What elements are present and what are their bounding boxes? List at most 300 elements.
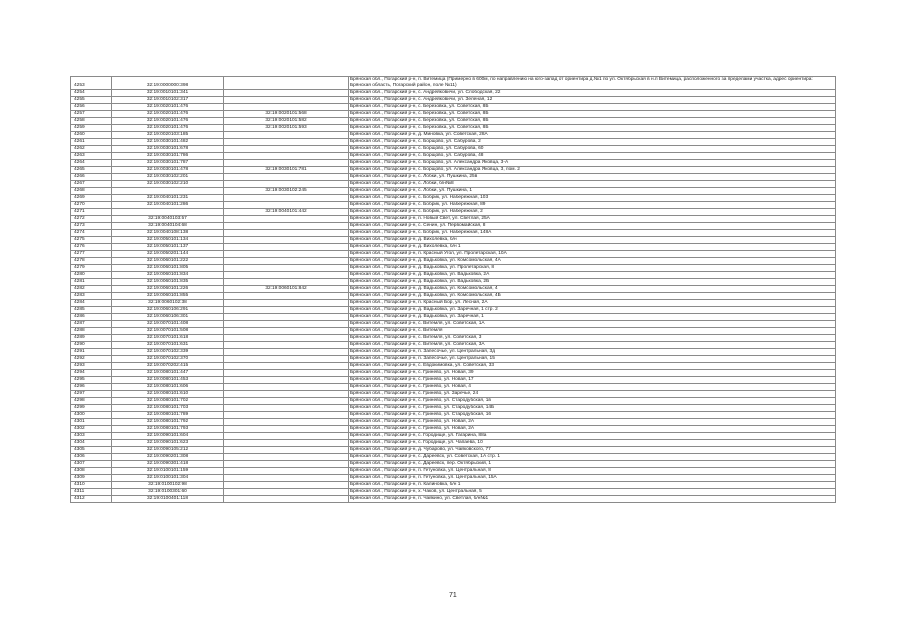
row-number-cell: 4282 xyxy=(71,286,112,293)
table-row xyxy=(71,188,836,195)
address-cell: Брянская обл., Погарский р-н, с. Гринево, ул. Заречье, 24 xyxy=(349,391,836,398)
related-cadastral-number-cell xyxy=(224,433,349,440)
table-row xyxy=(71,153,836,160)
row-number-cell: 4287 xyxy=(71,321,112,328)
related-cadastral-number-cell xyxy=(224,482,349,489)
table-row xyxy=(71,77,836,90)
address-cell: Брянская обл., Погарский р-н, с. Лобки, ул. Пушкина, 25в xyxy=(349,174,836,181)
related-cadastral-number-cell xyxy=(224,370,349,377)
related-cadastral-number-cell xyxy=(224,244,349,251)
table-row xyxy=(71,202,836,209)
table-row xyxy=(71,90,836,97)
cadastral-number-cell: 32:19:0070101:408 xyxy=(112,321,224,328)
table-row xyxy=(71,251,836,258)
related-cadastral-number-cell xyxy=(224,454,349,461)
table-row xyxy=(71,132,836,139)
row-number-cell: 4291 xyxy=(71,349,112,356)
cadastral-number-cell: 32:19:0060101:222 xyxy=(112,258,224,265)
related-cadastral-number-cell xyxy=(224,412,349,419)
cadastral-number-cell: 32:19:0020101:476 xyxy=(112,118,224,125)
row-number-cell: 4253 xyxy=(71,77,112,90)
related-cadastral-number-cell: 32:19:0030101:781 xyxy=(224,167,349,174)
table-row xyxy=(71,377,836,384)
row-number-cell: 4311 xyxy=(71,489,112,496)
cadastral-number-cell: 32:19:0090201:308 xyxy=(112,454,224,461)
related-cadastral-number-cell xyxy=(224,356,349,363)
cadastral-number-cell: 32:19:0030101:787 xyxy=(112,160,224,167)
cadastral-number-cell: 32:19:0100101:304 xyxy=(112,475,224,482)
table-row xyxy=(71,496,836,503)
row-number-cell: 4262 xyxy=(71,146,112,153)
row-number-cell: 4304 xyxy=(71,440,112,447)
related-cadastral-number-cell xyxy=(224,230,349,237)
address-cell: Брянская обл., Погарский р-н, п. Запесочье, ул. Центральная, 3д xyxy=(349,349,836,356)
table-row xyxy=(71,370,836,377)
address-cell: Брянская обл., Погарский р-н, п. Чайкино, ул. Светлая, б/н№1 xyxy=(349,496,836,503)
table-row xyxy=(71,447,836,454)
related-cadastral-number-cell xyxy=(224,405,349,412)
row-number-cell: 4312 xyxy=(71,496,112,503)
address-cell: Брянская обл., Погарский р-н, с. Бобрик, ул. Набережная, 2 xyxy=(349,209,836,216)
related-cadastral-number-cell xyxy=(224,104,349,111)
address-cell: Брянская обл., Погарский р-н, д. Вихолевка, б/н 1 xyxy=(349,244,836,251)
related-cadastral-number-cell xyxy=(224,293,349,300)
related-cadastral-number-cell xyxy=(224,307,349,314)
address-cell: Брянская обл., Погарский р-н, с. Борщово, ул. Сабурова, 2 xyxy=(349,139,836,146)
cadastral-number-cell: 32:19:0080101:447 xyxy=(112,370,224,377)
row-number-cell: 4255 xyxy=(71,97,112,104)
cadastral-number-cell: 32:19:0080101:606 xyxy=(112,384,224,391)
table-row xyxy=(71,223,836,230)
table-row xyxy=(71,265,836,272)
row-number-cell: 4290 xyxy=(71,342,112,349)
row-number-cell: 4285 xyxy=(71,307,112,314)
related-cadastral-number-cell xyxy=(224,146,349,153)
address-cell: Брянская обл., Погарский р-н, с. Андрейковичи, ул. Зеленая, 12 xyxy=(349,97,836,104)
table-row xyxy=(71,111,836,118)
cadastral-number-cell: 32:19:0100102:98 xyxy=(112,482,224,489)
table-row xyxy=(71,433,836,440)
related-cadastral-number-cell xyxy=(224,426,349,433)
row-number-cell: 4264 xyxy=(71,160,112,167)
address-cell: Брянская обл., Погарский р-н, с. Андрейковичи, ул. Слободская, 22 xyxy=(349,90,836,97)
table-row xyxy=(71,321,836,328)
table-row xyxy=(71,258,836,265)
related-cadastral-number-cell xyxy=(224,489,349,496)
table-row xyxy=(71,461,836,468)
address-cell: Брянская обл., Погарский р-н, с. Бобрик, ул. Набережная, 103 xyxy=(349,195,836,202)
row-number-cell: 4257 xyxy=(71,111,112,118)
address-cell: Брянская обл., Погарский р-н, с. Дареевск, ул. Советская, 1А стр. 1 xyxy=(349,454,836,461)
row-number-cell: 4303 xyxy=(71,433,112,440)
row-number-cell: 4298 xyxy=(71,398,112,405)
row-number-cell: 4256 xyxy=(71,104,112,111)
related-cadastral-number-cell xyxy=(224,468,349,475)
related-cadastral-number-cell xyxy=(224,132,349,139)
row-number-cell: 4254 xyxy=(71,90,112,97)
address-cell: Брянская обл., Погарский р-н, с. Гринево, ул. Стародубская, 16 xyxy=(349,412,836,419)
table-row xyxy=(71,468,836,475)
address-cell: Брянская обл., Погарский р-н, с. Дареевск, пер. Октябрьский, 1 xyxy=(349,461,836,468)
related-cadastral-number-cell xyxy=(224,139,349,146)
cadastral-number-cell: 32:19:0040104:68 xyxy=(112,223,224,230)
related-cadastral-number-cell xyxy=(224,475,349,482)
address-cell: Брянская обл., Погарский р-н, п. Витемица (Примерно в 600м, по направлению на юго-запад от ориентира д.№1 по ул. Октябрьская в н.п Витемица, расположенного за пределами участка, адрес ориентира: Брянская область, Погарский район, поле №11) xyxy=(349,77,836,90)
cadastral-number-cell: 32:19:0100101:159 xyxy=(112,468,224,475)
table-row xyxy=(71,167,836,174)
address-cell: Брянская обл., Погарский р-н, с. Витемля, ул. Советская, 1А xyxy=(349,321,836,328)
row-number-cell: 4277 xyxy=(71,251,112,258)
row-number-cell: 4300 xyxy=(71,412,112,419)
cadastral-number-cell: 32:19:0040103:57 xyxy=(112,216,224,223)
table-row xyxy=(71,454,836,461)
address-cell: Брянская обл., Погарский р-н, д. Вадьковка, ул. Комсомольская, 4А xyxy=(349,258,836,265)
cadastral-number-cell: 32:19:0030102:210 xyxy=(112,181,224,188)
cadastral-number-cell: 32:19:0050201:144 xyxy=(112,251,224,258)
address-cell: Брянская обл., Погарский р-н, с. Березовка, ул. Советская, 8Б xyxy=(349,118,836,125)
related-cadastral-number-cell xyxy=(224,342,349,349)
address-cell: Брянская обл., Погарский р-н, с. Гринево, ул. Новая, 2А xyxy=(349,419,836,426)
address-cell: Брянская обл., Погарский р-н, с. Витемля xyxy=(349,328,836,335)
address-cell: Брянская обл., Погарский р-н, с. Борщово, ул. Александра Яковца, 3-А xyxy=(349,160,836,167)
address-cell: Брянская обл., Погарский р-н, п. Гетуновка, ул. Центральная, 8 xyxy=(349,468,836,475)
table-row xyxy=(71,482,836,489)
row-number-cell: 4293 xyxy=(71,363,112,370)
table-row xyxy=(71,440,836,447)
related-cadastral-number-cell xyxy=(224,447,349,454)
cadastral-number-cell xyxy=(112,209,224,216)
related-cadastral-number-cell xyxy=(224,181,349,188)
table-row xyxy=(71,279,836,286)
cadastral-number-cell: 32:19:0080101:610 xyxy=(112,391,224,398)
row-number-cell: 4272 xyxy=(71,216,112,223)
row-number-cell: 4284 xyxy=(71,300,112,307)
table-row xyxy=(71,307,836,314)
row-number-cell: 4265 xyxy=(71,167,112,174)
table-row xyxy=(71,160,836,167)
address-cell: Брянская обл., Погарский р-н, с. Городище, ул. Гагарина, 88а xyxy=(349,433,836,440)
related-cadastral-number-cell xyxy=(224,258,349,265)
address-cell: Брянская обл., Погарский р-н, с. Сенин, ул. Первомайская, 8 xyxy=(349,223,836,230)
table-row xyxy=(71,244,836,251)
address-cell: Брянская обл., Погарский р-н, с. Витемля, ул. Советская, 3А xyxy=(349,342,836,349)
row-number-cell: 4260 xyxy=(71,132,112,139)
row-number-cell: 4268 xyxy=(71,188,112,195)
row-number-cell: 4308 xyxy=(71,468,112,475)
row-number-cell: 4292 xyxy=(71,356,112,363)
table-row xyxy=(71,237,836,244)
row-number-cell: 4269 xyxy=(71,195,112,202)
table-row xyxy=(71,195,836,202)
row-number-cell: 4276 xyxy=(71,244,112,251)
address-cell: Брянская обл., Погарский р-н, д. Вадьковка, ул. Вадьковка, 2Б xyxy=(349,279,836,286)
address-cell: Брянская обл., Погарский р-н, п. Красный Угол, ул. Пролетарская, 10А xyxy=(349,251,836,258)
row-number-cell: 4273 xyxy=(71,223,112,230)
related-cadastral-number-cell xyxy=(224,398,349,405)
table-row xyxy=(71,489,836,496)
row-number-cell: 4296 xyxy=(71,384,112,391)
address-cell: Брянская обл., Погарский р-н, с. Гринево, ул. Новая, 4 xyxy=(349,384,836,391)
address-cell: Брянская обл., Погарский р-н, с. Бобрик, ул. Набережная, 89 xyxy=(349,202,836,209)
cadastral-number-cell: 32:19:0070102:339 xyxy=(112,349,224,356)
cadastral-number-cell: 32:19:0090301:418 xyxy=(112,461,224,468)
related-cadastral-number-cell xyxy=(224,265,349,272)
address-cell: Брянская обл., Погарский р-н, с. Березовка, ул. Советская, 8Б xyxy=(349,104,836,111)
row-number-cell: 4275 xyxy=(71,237,112,244)
table-row xyxy=(71,412,836,419)
cadastral-number-cell: 32:19:0030101:482 xyxy=(112,139,224,146)
table-row xyxy=(71,349,836,356)
address-cell: Брянская обл., Погарский р-н, с. Гринево, ул. Новая, 17 xyxy=(349,377,836,384)
table-row xyxy=(71,405,836,412)
address-cell: Брянская обл., Погарский р-н, х. Чаков, ул. Центральная, 5 xyxy=(349,489,836,496)
cadastral-number-cell: 32:19:0090105:212 xyxy=(112,447,224,454)
row-number-cell: 4271 xyxy=(71,209,112,216)
related-cadastral-number-cell xyxy=(224,223,349,230)
address-cell: Брянская обл., Погарский р-н, д. Вадьковка, ул. Заречная, 1 стр. 2 xyxy=(349,307,836,314)
related-cadastral-number-cell xyxy=(224,195,349,202)
related-cadastral-number-cell xyxy=(224,174,349,181)
row-number-cell: 4279 xyxy=(71,265,112,272)
table-row xyxy=(71,97,836,104)
cadastral-number-cell: 32:19:0030101:678 xyxy=(112,146,224,153)
related-cadastral-number-cell: 32:19:0020101:593 xyxy=(224,125,349,132)
related-cadastral-number-cell xyxy=(224,251,349,258)
address-cell: Брянская обл., Погарский р-н, д. Вадьковка, ул. Комсомольская, 4 xyxy=(349,286,836,293)
address-cell: Брянская обл., Погарский р-н, д. Вадьковка, ул. Пролетарская, 8 xyxy=(349,265,836,272)
address-cell: Брянская обл., Погарский р-н, с. Лобки, ул. Пушкина, 1 xyxy=(349,188,836,195)
table-row xyxy=(71,181,836,188)
address-cell: Брянская обл., Погарский р-н, с. Березовка, ул. Советская, 8Б xyxy=(349,125,836,132)
related-cadastral-number-cell xyxy=(224,237,349,244)
cadastral-number-cell: 32:19:0060106:291 xyxy=(112,307,224,314)
address-cell: Брянская обл., Погарский р-н, с. Березовка, ул. Советская, 8Б xyxy=(349,111,836,118)
cadastral-number-cell: 32:19:0040101:286 xyxy=(112,202,224,209)
table-row xyxy=(71,356,836,363)
related-cadastral-number-cell xyxy=(224,153,349,160)
cadastral-number-cell: 32:19:0080101:702 xyxy=(112,398,224,405)
table-row xyxy=(71,398,836,405)
related-cadastral-number-cell: 32:19:0020101:568 xyxy=(224,111,349,118)
related-cadastral-number-cell xyxy=(224,272,349,279)
table-row xyxy=(71,335,836,342)
cadastral-number-cell: 32:19:0060101:805 xyxy=(112,265,224,272)
related-cadastral-number-cell xyxy=(224,440,349,447)
cadastral-number-cell: 32:19:0080101:453 xyxy=(112,377,224,384)
cadastral-number-cell xyxy=(112,188,224,195)
row-number-cell: 4280 xyxy=(71,272,112,279)
related-cadastral-number-cell xyxy=(224,300,349,307)
cadastral-number-cell: 32:19:0060101:835 xyxy=(112,279,224,286)
related-cadastral-number-cell xyxy=(224,97,349,104)
row-number-cell: 4288 xyxy=(71,328,112,335)
cadastral-number-cell: 32:19:0090101:623 xyxy=(112,440,224,447)
address-cell: Брянская обл., Погарский р-н, д. Миновка, ул. Советская, 28А xyxy=(349,132,836,139)
cadastral-number-cell: 32:19:0050101:134 xyxy=(112,237,224,244)
row-number-cell: 4283 xyxy=(71,293,112,300)
related-cadastral-number-cell xyxy=(224,321,349,328)
cadastral-number-cell: 32:19:0010102:317 xyxy=(112,97,224,104)
row-number-cell: 4309 xyxy=(71,475,112,482)
table-row xyxy=(71,300,836,307)
row-number-cell: 4278 xyxy=(71,258,112,265)
address-cell: Брянская обл., Погарский р-н, д. Вихолевка, б/н xyxy=(349,237,836,244)
address-cell: Брянская обл., Погарский р-н, с. Лобки, б/н№8 xyxy=(349,181,836,188)
address-cell: Брянская обл., Погарский р-н, с. Евдокимовка, ул. Советская, 33 xyxy=(349,363,836,370)
row-number-cell: 4310 xyxy=(71,482,112,489)
address-cell: Брянская обл., Погарский р-н, п. Запесочье, ул. Центральная, 15 xyxy=(349,356,836,363)
cadastral-number-cell: 32:19:0080101:793 xyxy=(112,426,224,433)
cadastral-number-cell: 32:19:0100401:118 xyxy=(112,496,224,503)
related-cadastral-number-cell xyxy=(224,216,349,223)
table-row xyxy=(71,293,836,300)
cadastral-number-cell: 32:19:0010101:341 xyxy=(112,90,224,97)
related-cadastral-number-cell xyxy=(224,202,349,209)
cadastral-number-cell: 32:19:0020101:476 xyxy=(112,125,224,132)
table-row xyxy=(71,314,836,321)
address-cell: Брянская обл., Погарский р-н, с. Гринево, ул. Новая, 2А xyxy=(349,426,836,433)
related-cadastral-number-cell xyxy=(224,160,349,167)
table-row xyxy=(71,384,836,391)
address-cell: Брянская обл., Погарский р-н, с. Гринево, ул. Новая, 39 xyxy=(349,370,836,377)
table-row xyxy=(71,139,836,146)
table-row xyxy=(71,174,836,181)
related-cadastral-number-cell xyxy=(224,377,349,384)
row-number-cell: 4302 xyxy=(71,426,112,433)
row-number-cell: 4270 xyxy=(71,202,112,209)
cadastral-number-cell: 32:19:0030101:786 xyxy=(112,153,224,160)
related-cadastral-number-cell xyxy=(224,328,349,335)
row-number-cell: 4294 xyxy=(71,370,112,377)
row-number-cell: 4301 xyxy=(71,419,112,426)
cadastral-number-cell: 32:19:0020101:476 xyxy=(112,104,224,111)
table-row xyxy=(71,426,836,433)
related-cadastral-number-cell xyxy=(224,314,349,321)
cadastral-number-cell: 32:19:0030101:478 xyxy=(112,167,224,174)
cadastral-number-cell: 32:19:0070101:631 xyxy=(112,342,224,349)
address-cell: Брянская обл., Погарский р-н, с. Гринево, ул. Стародубская, 14Б xyxy=(349,405,836,412)
row-number-cell: 4281 xyxy=(71,279,112,286)
table-row xyxy=(71,342,836,349)
row-number-cell: 4267 xyxy=(71,181,112,188)
cadastral-number-cell: 32:19:0040101:231 xyxy=(112,195,224,202)
row-number-cell: 4259 xyxy=(71,125,112,132)
cadastral-number-cell: 32:19:0030102:201 xyxy=(112,174,224,181)
row-number-cell: 4289 xyxy=(71,335,112,342)
row-number-cell: 4299 xyxy=(71,405,112,412)
table-row xyxy=(71,272,836,279)
row-number-cell: 4306 xyxy=(71,454,112,461)
address-cell: Брянская обл., Погарский р-н, с. Борщово, ул. Сабурова, 48 xyxy=(349,153,836,160)
related-cadastral-number-cell: 32:19:0060101:842 xyxy=(224,286,349,293)
table-row xyxy=(71,391,836,398)
row-number-cell: 4305 xyxy=(71,447,112,454)
address-cell: Брянская обл., Погарский р-н, д. Чубарово, ул. Чайковского, 77 xyxy=(349,447,836,454)
cadastral-number-cell: 32:19:0020103:185 xyxy=(112,132,224,139)
row-number-cell: 4295 xyxy=(71,377,112,384)
cadastral-number-cell: 32:19:0070101:618 xyxy=(112,335,224,342)
cadastral-number-cell: 32:19:0040108:138 xyxy=(112,230,224,237)
cadastral-number-cell: 32:19:0100301:60 xyxy=(112,489,224,496)
table-row xyxy=(71,230,836,237)
table-row xyxy=(71,104,836,111)
row-number-cell: 4307 xyxy=(71,461,112,468)
address-cell: Брянская обл., Погарский р-н, п. Гетуновка, ул. Центральная, 15А xyxy=(349,475,836,482)
related-cadastral-number-cell xyxy=(224,335,349,342)
address-cell: Брянская обл., Погарский р-н, п. Новый Свет, ул. Светлая, 25А xyxy=(349,216,836,223)
address-cell: Брянская обл., Погарский р-н, д. Вадьковка, ул. Заречная, 1 xyxy=(349,314,836,321)
address-cell: Брянская обл., Погарский р-н, д. Вадьковка, ул. Комсомольская, 4Б xyxy=(349,293,836,300)
register-table-body xyxy=(71,77,836,503)
table-row xyxy=(71,118,836,125)
table-row xyxy=(71,475,836,482)
table-row xyxy=(71,146,836,153)
related-cadastral-number-cell xyxy=(224,391,349,398)
table-row xyxy=(71,363,836,370)
cadastral-number-cell: 32:19:0080101:703 xyxy=(112,405,224,412)
address-cell: Брянская обл., Погарский р-н, с. Борщово, ул. Александра Яковца, 3, пом. 2 xyxy=(349,167,836,174)
row-number-cell: 4274 xyxy=(71,230,112,237)
cadastral-number-cell: 32:19:0060102:38 xyxy=(112,300,224,307)
row-number-cell: 4286 xyxy=(71,314,112,321)
related-cadastral-number-cell xyxy=(224,279,349,286)
table-row xyxy=(71,286,836,293)
related-cadastral-number-cell xyxy=(224,419,349,426)
cadastral-number-cell: 32:19:0060101:855 xyxy=(112,293,224,300)
related-cadastral-number-cell xyxy=(224,349,349,356)
address-cell: Брянская обл., Погарский р-н, с. Витемля, ул. Советская, 3 xyxy=(349,335,836,342)
address-cell: Брянская обл., Погарский р-н, д. Вадьковка, ул. Вадьковка, 2А xyxy=(349,272,836,279)
cadastral-number-cell: 32:19:0080101:792 xyxy=(112,419,224,426)
related-cadastral-number-cell: 32:19:0020101:582 xyxy=(224,118,349,125)
related-cadastral-number-cell xyxy=(224,384,349,391)
cadastral-number-cell: 32:19:0060106:301 xyxy=(112,314,224,321)
cadastral-number-cell: 32:19:0060101:834 xyxy=(112,272,224,279)
cadastral-number-cell: 32:19:0090101:604 xyxy=(112,433,224,440)
register-table xyxy=(70,76,836,503)
row-number-cell: 4263 xyxy=(71,153,112,160)
address-cell: Брянская обл., Погарский р-н, с. Гринево, ул. Стародубская, 1в xyxy=(349,398,836,405)
cadastral-number-cell: 32:19:0000000:398 xyxy=(112,77,224,90)
cadastral-number-cell: 32:19:0020101:476 xyxy=(112,111,224,118)
address-cell: Брянская обл., Погарский р-н, п. Калиновка, б/н 1 xyxy=(349,482,836,489)
table-row xyxy=(71,216,836,223)
cadastral-number-cell: 32:19:0070202:415 xyxy=(112,363,224,370)
row-number-cell: 4266 xyxy=(71,174,112,181)
cadastral-number-cell: 32:19:0060101:226 xyxy=(112,286,224,293)
cadastral-number-cell: 32:19:0080101:789 xyxy=(112,412,224,419)
related-cadastral-number-cell: 32:19:0030102:245 xyxy=(224,188,349,195)
related-cadastral-number-cell xyxy=(224,77,349,90)
related-cadastral-number-cell xyxy=(224,363,349,370)
row-number-cell: 4258 xyxy=(71,118,112,125)
address-cell: Брянская обл., Погарский р-н, с. Бобрик, ул. Набережная, 148А xyxy=(349,230,836,237)
row-number-cell: 4261 xyxy=(71,139,112,146)
table-row xyxy=(71,125,836,132)
related-cadastral-number-cell: 32:19:0040101:442 xyxy=(224,209,349,216)
row-number-cell: 4297 xyxy=(71,391,112,398)
page-number: 71 xyxy=(449,592,457,599)
cadastral-number-cell: 32:19:0070101:508 xyxy=(112,328,224,335)
address-cell: Брянская обл., Погарский р-н, п. Красный Бор, ул. Лесная, 2А xyxy=(349,300,836,307)
table-row xyxy=(71,209,836,216)
cadastral-number-cell: 32:19:0050101:137 xyxy=(112,244,224,251)
related-cadastral-number-cell xyxy=(224,461,349,468)
table-row xyxy=(71,328,836,335)
cadastral-number-cell: 32:19:0070102:370 xyxy=(112,356,224,363)
table-row xyxy=(71,419,836,426)
address-cell: Брянская обл., Погарский р-н, с. Городище, ул. Чапаева, 10 xyxy=(349,440,836,447)
